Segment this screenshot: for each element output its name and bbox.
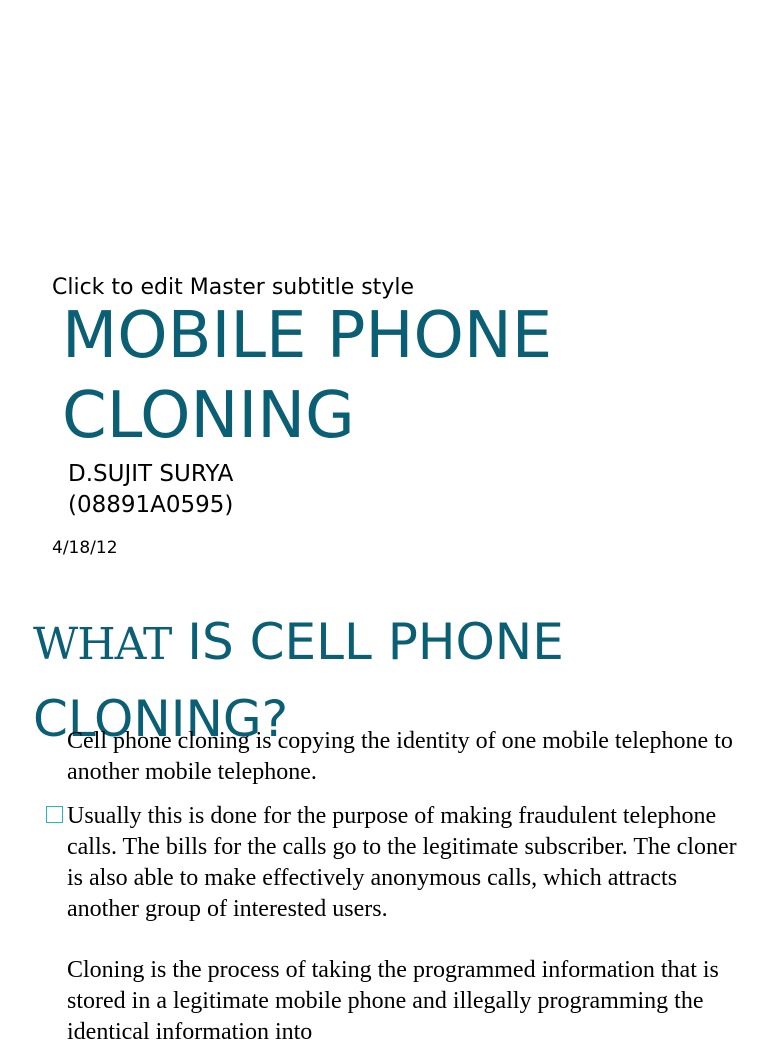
author-id: (08891A0595) xyxy=(68,492,234,518)
section-title-rest: IS CELL PHONE xyxy=(171,613,564,671)
slide-title xyxy=(62,296,552,456)
slide-title-line-2: CLONING xyxy=(62,379,355,453)
body-paragraph-2: Usually this is done for the purpose of making fraudulent telephone calls. The bills for the calls go to the legitimate subscriber. The cloner is also able to make effectively anonymous calls, which attracts another group of interested users. xyxy=(67,803,737,922)
slide-title-line-1: MOBILE PHONE xyxy=(62,299,553,373)
section-title-first-word: WHAT xyxy=(33,619,172,670)
slide-date: 4/18/12 xyxy=(52,538,118,558)
author-name: D.SUJIT SURYA xyxy=(68,461,234,487)
author-block xyxy=(68,459,233,521)
subtitle-placeholder[interactable]: Click to edit Master subtitle style xyxy=(52,275,414,300)
section-title-line-2: CLONING? xyxy=(33,690,289,748)
hollow-square-bullet-icon xyxy=(46,806,63,823)
body-paragraph-3: Cloning is the process of taking the programmed information that is stored in a legitimate mobile phone and illegally programming the identical information into xyxy=(67,957,719,1045)
body-paragraph-1: Cell phone cloning is copying the identity of one mobile telephone to another mobile telephone. xyxy=(67,728,733,785)
